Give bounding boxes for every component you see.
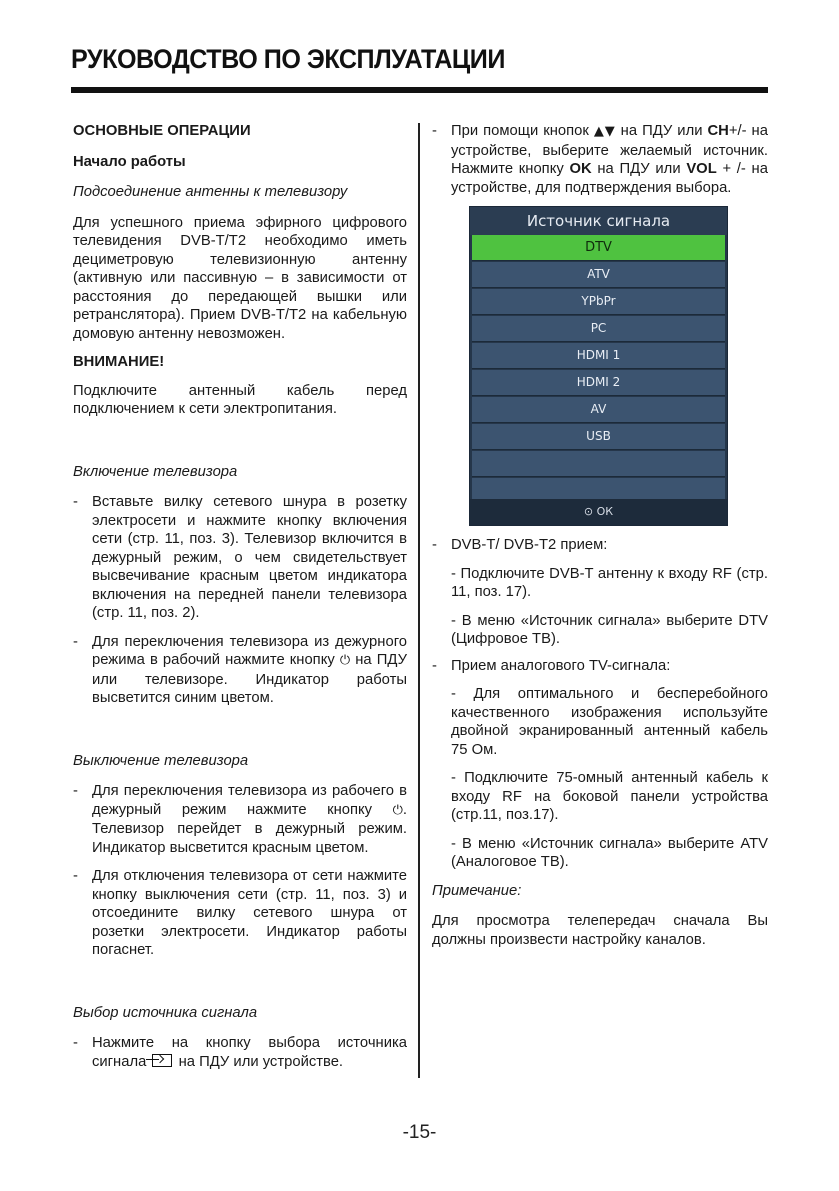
column-divider [418,123,420,1078]
page-number: -15- [402,1122,437,1143]
power-on-heading: Включение телевизора [73,463,238,480]
power-on-item-2-b: на ПДУ или телевизоре. Индикатор работы высветится синим цветом. [92,652,407,706]
intro-text-e: + /- на устройстве, для подтверждения выбора. [451,161,768,196]
power-icon: ⏻ [339,653,351,668]
ok-label: OK [569,161,592,177]
arrow-up-down-icon: ▲▼ [593,124,616,139]
power-off-item-1-b: . Телевизор перейдет в дежурный режим. Индикатор высветится красным цветом. [92,801,407,856]
analog-sub-2: - Подключите 75-омный антенный кабель к входу RF на боковой панели устройства (стр.11, поз.17). [451,770,768,823]
vol-label: VOL [686,161,717,177]
tv-menu-footer [470,499,727,525]
intro-text-c: +/- на устройстве, выберите желаемый источник. Нажмите кнопку [451,123,768,177]
right-column [432,122,768,949]
intro-text-b: на ПДУ или [620,123,703,139]
left-column [73,122,407,1071]
dvb-item: - DVB-T/ DVB-T2 прием: [432,536,768,555]
intro-text-d: на ПДУ или [597,161,681,177]
source-item [73,1034,407,1071]
subsection-title: Начало работы [73,153,186,170]
page-title: РУКОВОДСТВО ПО ЭКСПЛУАТАЦИИ [71,44,505,74]
tv-menu-item-av[interactable]: AV [472,397,725,423]
tv-menu-list [470,235,727,504]
power-icon: ⏻ [392,802,403,818]
source-item-b: на ПДУ или устройстве. [178,1053,344,1070]
intro-text-a: При помощи кнопок [451,123,589,139]
analog-sub-3: - В меню «Источник сигнала» выберите ATV (Аналоговое ТВ). [451,835,768,870]
ok-circle-icon: ⊙ [583,505,594,518]
tv-menu-item-atv[interactable]: ATV [472,262,725,288]
power-off-heading: Выключение телевизора [73,752,249,769]
note-text: Для просмотра телепередач сначала Вы должны произвести настройку каналов. [432,913,768,948]
intro-item [432,122,768,197]
tv-menu-item-usb[interactable]: USB [472,424,725,450]
ch-label: CH [707,123,729,139]
analog-sub-1: - Для оптимального и бесперебойного качественного изображения используйте двойной экранированный антенный кабель 75 Ом. [451,686,768,758]
tv-menu-item-pc[interactable]: PC [472,316,725,342]
header-rule [71,87,768,93]
section-title: ОСНОВНЫЕ ОПЕРАЦИИ [73,123,251,139]
warning-title: ВНИМАНИЕ! [73,354,165,370]
tv-menu-item-hdmi2[interactable]: HDMI 2 [472,370,725,396]
antenna-text: Для успешного приема эфирного цифрового телевидения DVB-T/T2 необходимо иметь дециметровую телевизионную антенну (активную или пассивную – в зависимости от расстояния до передающей вышки или ретранслятора). Прием DVB-T/T2 на кабельную домовую антенну невозможен. [73,214,407,342]
power-off-item-1 [73,782,407,857]
power-off-item-2: - Для отключения телевизора от сети нажмите кнопку выключения сети (стр. 11, поз. 3) и отсоедините вилку сетевого шнура от розетки электросети. Индикатор работы погаснет. [73,867,407,960]
warning-text: Подключите антенный кабель перед подключением к сети электропитания. [73,382,407,417]
tv-menu-title: Источник сигнала [470,207,727,235]
tv-source-menu [469,206,728,526]
source-heading: Выбор источника сигнала [73,1004,258,1021]
power-on-item-2 [73,633,407,708]
tv-menu-item-dtv[interactable]: DTV [472,235,725,261]
dvb-sub-1: - Подключите DVB-T антенну к входу RF (стр. 11, поз. 17). [451,565,768,600]
dvb-sub-2: - В меню «Источник сигнала» выберите DTV (Цифровое ТВ). [451,612,768,647]
tv-menu-footer-label: ОК [596,505,614,518]
antenna-heading: Подсоединение антенны к телевизору [73,184,348,200]
tv-menu-empty-row [472,451,725,477]
power-on-item-2-a: Для переключения телевизора из дежурного режима в рабочий нажмите кнопку [92,633,407,668]
analog-item: - Прием аналогового TV-сигнала: [432,657,768,676]
power-off-item-1-a: Для переключения телевизора из рабочего в дежурный режим нажмите кнопку [92,783,407,818]
source-item-a: Нажмите на кнопку выбора источника сигнала [92,1035,407,1070]
tv-menu-item-hdmi1[interactable]: HDMI 1 [472,343,725,369]
note-heading: Примечание: [432,882,522,899]
power-on-item-1: - Вставьте вилку сетевого шнура в розетку электросети и нажмите кнопку включения сети (стр. 11, поз. 3). Телевизор включится в дежурный режим, о чем свидетельствует высвечивание красным цветом индикатора включения на передней панели телевизора (стр. 11, поз. 2). [73,493,407,623]
input-source-icon [152,1054,172,1067]
tv-menu-item-ypbpr[interactable]: YPbPr [472,289,725,315]
